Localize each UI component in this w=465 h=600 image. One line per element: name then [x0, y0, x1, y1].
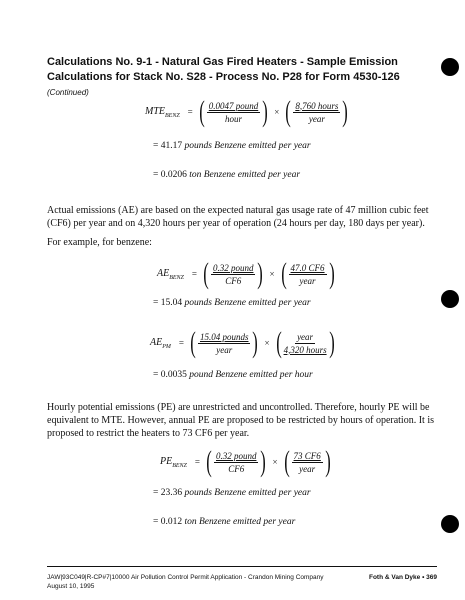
- paragraph: Actual emissions (AE) are based on the expected natural gas usage rate of 47 million cubic feet (CF6) per year and on 4,320 hours per year of operation (24 hours per day, 180 days per year).: [47, 205, 429, 229]
- binder-hole-bottom: [441, 515, 459, 533]
- result-line: = 0.0206 ton Benzene emitted per year: [153, 170, 301, 180]
- fraction-1: $\frac{\text{0.32 pound}}{CF6}$: [215, 450, 257, 474]
- equation-lhs: $AE_{PM}$: [150, 336, 171, 350]
- equation-lhs: $PE_{BENZ}$: [160, 455, 187, 469]
- footer-left: [47, 573, 324, 591]
- header-title: Calculations No. 9-1 - Natural Gas Fired Heaters - Sample Emission Calculations for Stack No. S28 - Process No. P28 for Form 4530-126: [47, 56, 400, 83]
- equation-ae-benz: $AE_{BENZ}$ = ( $\frac{\text{0.32 pound}}{CF6}$ ) × ( $\frac{47.0 CF6}{\text{year}}$ ): [157, 257, 335, 290]
- result-line: = 0.0035 pound Benzene emitted per hour: [153, 370, 313, 380]
- equation-lhs: $AE_{BENZ}$: [157, 267, 184, 281]
- fraction-1: $\frac{\text{0.32 pound}}{CF6}$: [212, 262, 254, 286]
- equation-mte-benz: $MTE_{BENZ}$ = ( $\frac{\text{0.0047 pound}}{\text{hour}}$ ) × ( $\frac{\text{8,760 hours}}{\text{year}}$ ): [145, 95, 349, 128]
- equation-ae-pm: $AE_{PM}$ = ( $\frac{\text{15.04 pounds}}{\text{year}}$ ) × ( $\frac{\text{year}}{\text{4,320 hours}}$ ): [150, 326, 335, 359]
- footer-right: Foth & Van Dyke • 369: [368, 574, 437, 581]
- binder-hole-middle: [441, 290, 459, 308]
- footer-line-1: JAW|93C049|R-CP#7|10000 Air Pollution Control Permit Application - Crandon Mining Company: [47, 574, 324, 581]
- footer-date: August 10, 1995: [47, 583, 95, 590]
- header-continued: (Continued): [47, 88, 89, 97]
- paragraph: For example, for benzene:: [47, 237, 152, 248]
- fraction-2: $\frac{73 CF6}{\text{year}}$: [293, 450, 321, 474]
- result-line: = 23.36 pounds Benzene emitted per year: [153, 488, 311, 498]
- footer-rule: [47, 566, 437, 567]
- result-line: = 15.04 pounds Benzene emitted per year: [153, 298, 311, 308]
- fraction-1: $\frac{\text{15.04 pounds}}{\text{year}}$: [199, 331, 249, 355]
- equation-pe-benz: $PE_{BENZ}$ = ( $\frac{\text{0.32 pound}}{CF6}$ ) × ( $\frac{73 CF6}{\text{year}}$ ): [160, 445, 331, 478]
- binder-hole-top: [441, 58, 459, 76]
- page-header: [47, 55, 407, 100]
- paragraph: Hourly potential emissions (PE) are unrestricted and uncontrolled. Therefore, hourly PE will be equivalent to MTE. However, annual PE are proposed to be restricted by hours of operation. It is proposed to restrict the heaters to 73 CF6 per year.: [47, 402, 434, 439]
- fraction-2: $\frac{47.0 CF6}{\text{year}}$: [290, 262, 325, 286]
- equation-lhs: $MTE_{BENZ}$: [145, 105, 180, 119]
- fraction-2: $\frac{\text{8,760 hours}}{\text{year}}$: [295, 100, 339, 124]
- fraction-2: $\frac{\text{year}}{\text{4,320 hours}}$: [283, 331, 327, 355]
- result-line: = 0.012 ton Benzene emitted per year: [153, 517, 296, 527]
- fraction-1: $\frac{\text{0.0047 pound}}{\text{hour}}$: [208, 100, 259, 124]
- result-line: = 41.17 pounds Benzene emitted per year: [153, 141, 311, 151]
